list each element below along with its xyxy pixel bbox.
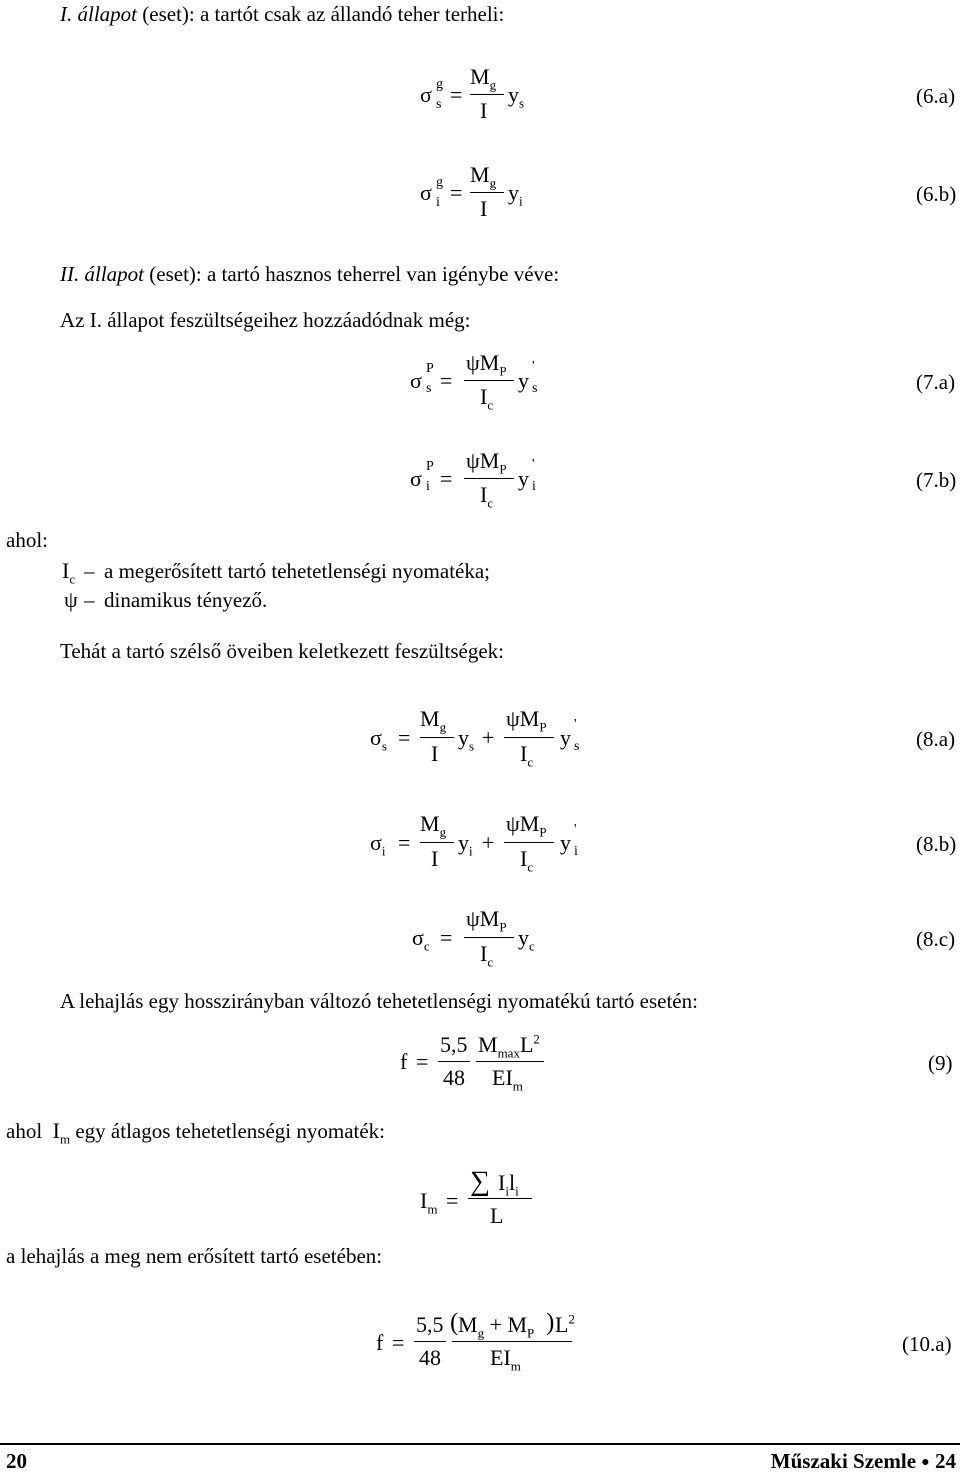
tehat-text: Tehát a tartó szélső öveiben keletkezett feszültségek: (60, 639, 505, 663)
state1-rest: (eset): a tartót csak az állandó teher terheli: (142, 2, 505, 26)
bullet-icon: ● (921, 1455, 930, 1471)
state1-word: állapot (77, 2, 138, 26)
state2-word: állapot (84, 262, 145, 286)
ahol2-line: ahol $I_m$ egy átlagos tehetetlenségi nyomaték: (6, 1118, 386, 1147)
label-7b: (7.b) (916, 468, 957, 492)
state2-roman: II. (60, 262, 80, 286)
lehajlas-text: A lehajlás egy hosszirányban változó tehetetlenségi nyomatékú tartó esetén: (60, 989, 698, 1013)
label-10a: (10.a) (902, 1332, 952, 1356)
state2-heading (60, 264, 559, 285)
meg-nem-text: a lehajlás a meg nem erősített tartó esetében: (6, 1244, 383, 1268)
label-8b: (8.b) (916, 832, 957, 856)
coef-9: 5,5 (440, 1032, 468, 1057)
journal-name: Műszaki Szemle (770, 1449, 917, 1473)
label-7a: (7.a) (916, 370, 956, 394)
ahol2-pre: ahol (6, 1119, 43, 1143)
label-8a: (8.a) (916, 727, 956, 751)
state1-heading (60, 4, 504, 25)
label-9: (9) (928, 1051, 953, 1075)
definition-ic-text: a megerősített tartó tehetetlenségi nyomatéka; (104, 559, 491, 583)
footer-rule (0, 1443, 960, 1445)
definition-psi-text: dinamikus tényező. (104, 588, 268, 612)
page-number: 20 (6, 1449, 27, 1473)
label-6a: (6.a) (916, 84, 956, 108)
ahol2-post: egy átlagos tehetetlenségi nyomaték: (75, 1119, 386, 1143)
journal-footer (771, 1451, 956, 1472)
ahol-label: ahol: (6, 528, 48, 552)
coef-10a: 5,5 (416, 1312, 444, 1337)
added-stresses-text: Az I. állapot feszültségeihez hozzáadódnak még: (60, 308, 471, 332)
state1-roman: I. (60, 2, 73, 26)
den-9: 48 (443, 1065, 465, 1090)
issue-number: 24 (935, 1449, 956, 1473)
state2-rest: (eset): a tartó hasznos teherrel van igénybe véve: (149, 262, 560, 286)
label-6b: (6.b) (916, 182, 957, 206)
den-10a: 48 (419, 1345, 441, 1370)
label-8c: (8.c) (916, 927, 956, 951)
